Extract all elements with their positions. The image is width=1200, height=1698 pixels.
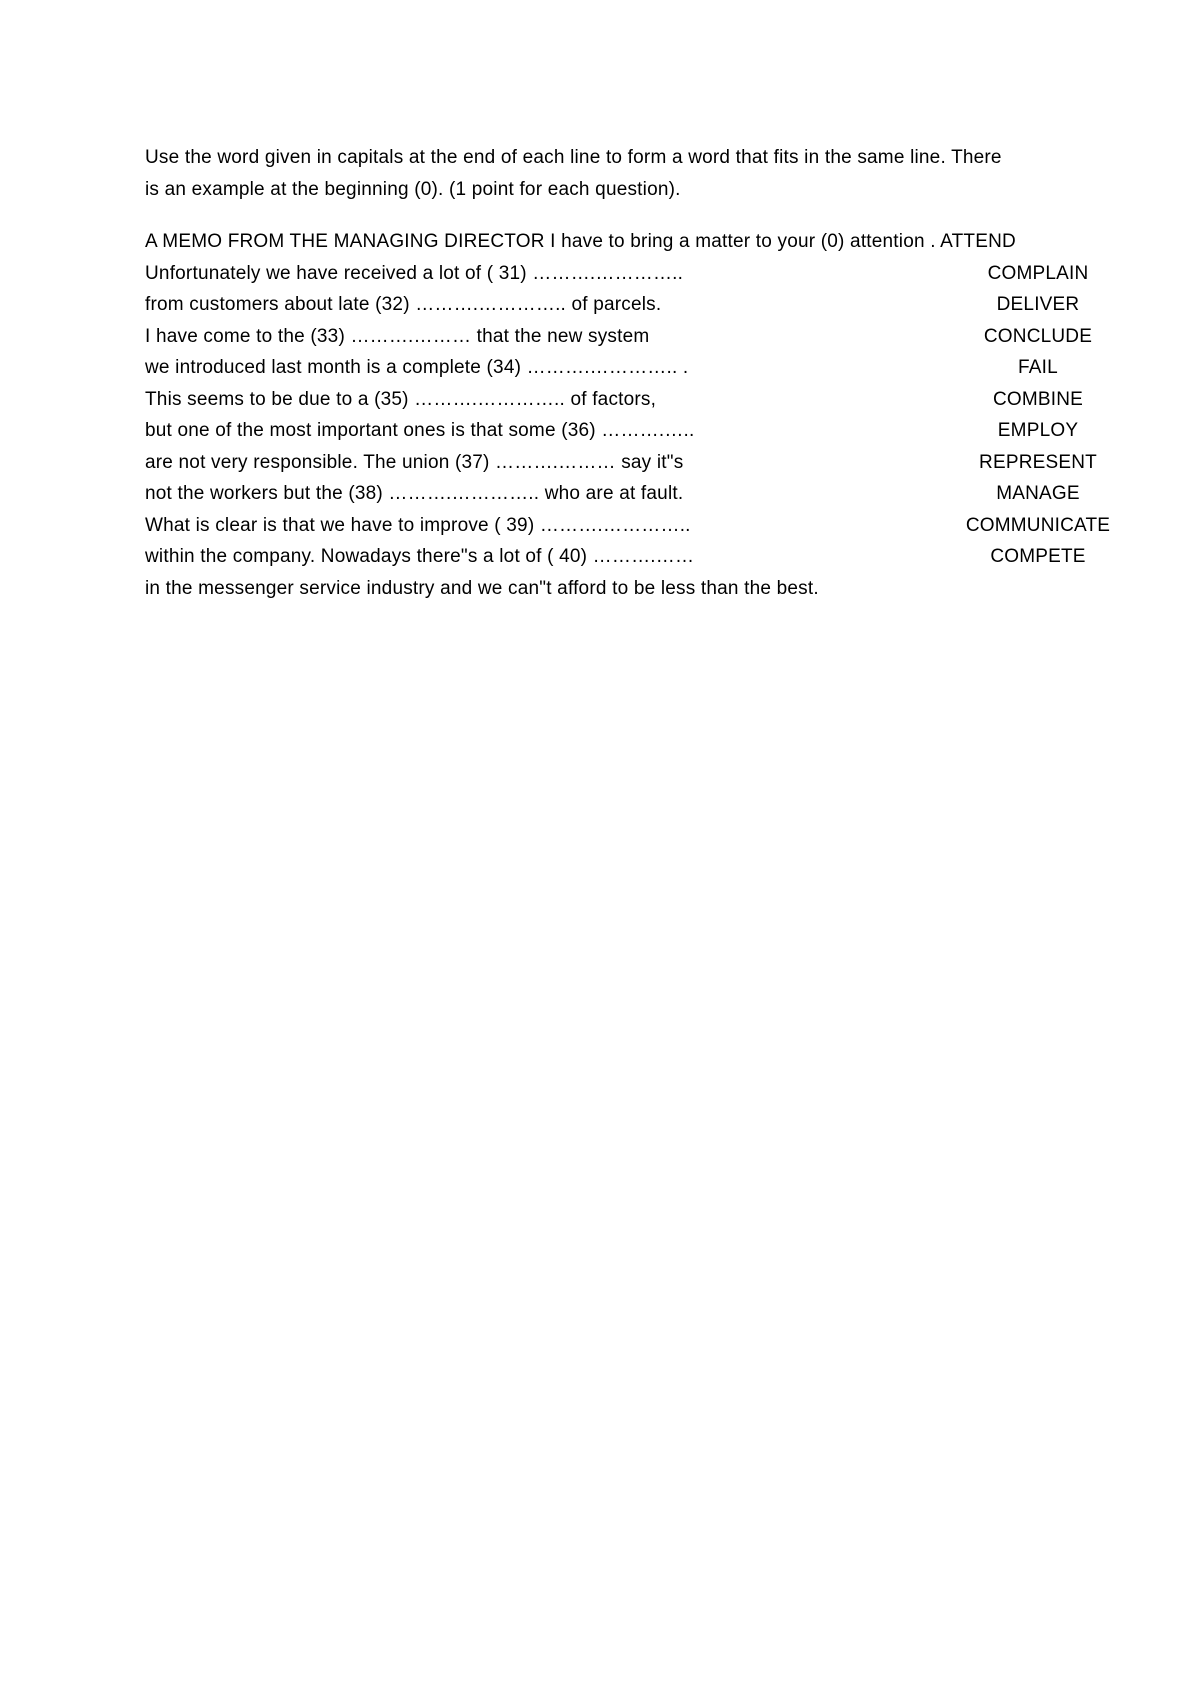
memo-line <box>145 289 1080 321</box>
memo-line <box>145 415 1079 447</box>
memo-line-text: not the workers but the (38) ……….………….. who are at fault. <box>145 483 684 504</box>
memo-line-text: This seems to be due to a (35) ……….………….. of factors, <box>145 388 657 410</box>
instructions-line-2: is an example at the beginning (0). (1 point for each question). <box>145 179 681 200</box>
memo-line <box>145 447 1097 479</box>
instructions <box>145 142 1065 206</box>
memo-keyword: COMMUNICATE <box>965 514 1111 536</box>
memo-line <box>145 258 1089 290</box>
memo-line <box>145 352 1065 384</box>
instructions-line-1: Use the word given in capitals at the end of each line to form a word that fits in the same line. There <box>145 147 1002 168</box>
memo-line <box>145 321 1093 353</box>
memo-closing-line <box>145 573 1065 605</box>
memo-line-text: are not very responsible. The union (37) ……….……… say it"s <box>145 451 684 473</box>
memo-closing-text: in the messenger service industry and we can"t afford to be less than the best. <box>145 577 819 599</box>
memo-keyword: REPRESENT <box>979 451 1097 473</box>
memo-line-text: but one of the most important ones is that some (36) ……….….. <box>145 420 695 441</box>
memo-line <box>145 541 1086 573</box>
memo-keyword: MANAGE <box>996 483 1080 504</box>
memo-line <box>145 478 1080 510</box>
memo-line-text: within the company. Nowadays there"s a lot of ( 40) ……….…… <box>145 546 695 567</box>
memo-line-text: Unfortunately we have received a lot of ( 31) ……….………….. <box>145 262 684 284</box>
memo-keyword: FAIL <box>1018 357 1058 378</box>
memo-line-text: we introduced last month is a complete (34) ……….………….. . <box>145 357 689 378</box>
memo-line <box>145 384 1084 416</box>
memo-keyword: COMBINE <box>992 388 1084 410</box>
memo-keyword: COMPETE <box>990 546 1086 567</box>
memo-keyword: EMPLOY <box>997 420 1079 441</box>
memo-keyword: CONCLUDE <box>983 325 1093 347</box>
memo-keyword: COMPLAIN <box>987 262 1089 284</box>
memo-line <box>145 510 1111 542</box>
memo-header-line <box>145 226 1065 258</box>
exercise-text <box>145 142 1111 604</box>
memo-header-text: A MEMO FROM THE MANAGING DIRECTOR I have to bring a matter to your (0) attention . ATTEND <box>145 231 1016 252</box>
memo-keyword: DELIVER <box>996 294 1080 315</box>
memo-line-text: I have come to the (33) ……….……… that the new system <box>145 325 650 347</box>
memo <box>145 226 1111 604</box>
memo-line-text: What is clear is that we have to improve ( 39) ……….………….. <box>145 514 691 536</box>
memo-line-text: from customers about late (32) ……….………….. of parcels. <box>145 294 662 315</box>
